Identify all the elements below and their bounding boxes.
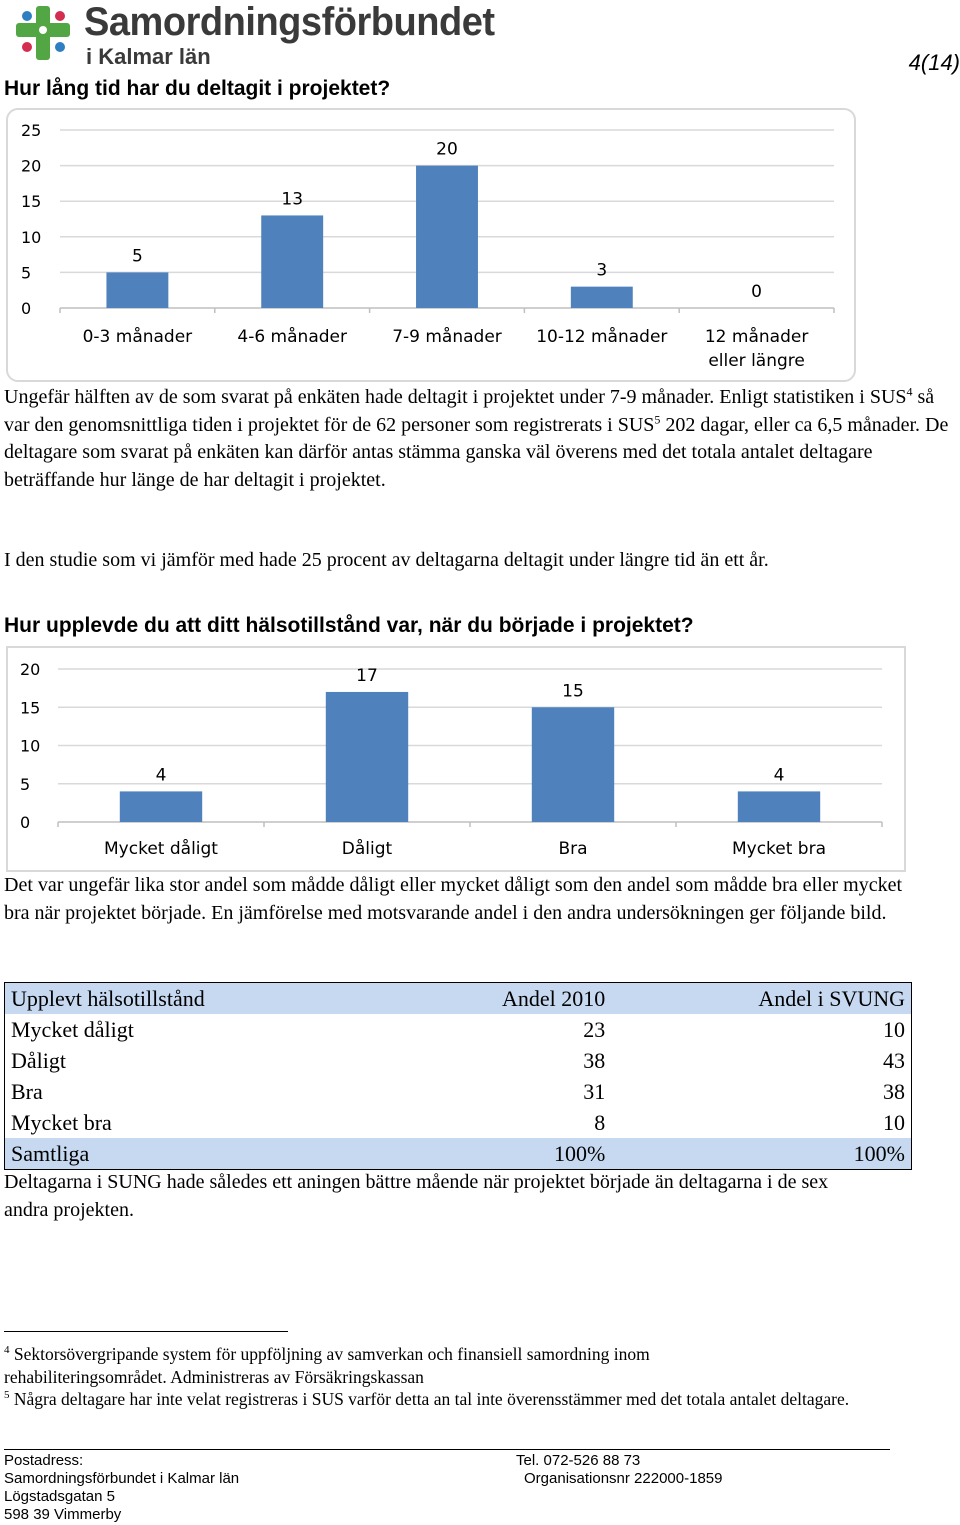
footer-city: 598 39 Vimmerby [4,1506,122,1523]
footnote-text: Några deltagare har inte velat registreras i SUS varför detta an tal inte överensstämmer med det totala antalet deltagare. [9,1389,850,1409]
logo-subtitle: i Kalmar län [86,44,211,69]
footer-orgnr: Organisationsnr 222000-1859 [524,1470,723,1487]
bar [416,166,478,308]
footer-postadress-label: Postadress: [4,1452,84,1469]
table-cell: Bra [11,1079,43,1104]
table-cell: Samtliga [5,1138,394,1169]
table-cell: 38 [583,1048,606,1073]
x-tick-label: 4-6 månader [237,327,347,347]
x-tick-label: 12 månader [704,327,809,347]
section1-paragraph [4,384,954,494]
footer-divider [4,1449,890,1450]
bar [106,272,168,308]
data-label: 3 [596,260,608,281]
x-tick-label: eller längre [708,351,805,371]
bar [532,707,614,822]
footnote-5 [4,1388,904,1411]
x-tick-label: Mycket bra [731,839,827,859]
y-tick-label: 10 [20,736,41,756]
x-tick-label: 10-12 månader [536,327,668,347]
footnote-text: Sektorsövergripande system för uppföljning av samverkan och finansiell samordning inom rehabiliteringsområdet. Administreras av Försäkringskassan [4,1344,650,1387]
table-row [5,1076,911,1107]
table-cell: 100% [611,1138,911,1169]
section2-heading: Hur upplevde du att ditt hälsotillstånd var, när du började i projektet? [4,614,694,637]
table-total-row [5,1138,911,1169]
logo-title: Samordningsförbundet [84,0,495,44]
data-label: 4 [773,765,785,786]
footer-tel: Tel. 072-526 88 73 [516,1452,641,1469]
data-label: 13 [281,189,304,210]
section2-paragraph: Det var ungefär lika stor andel som mådde dåligt eller mycket dåligt som den andel som mådde bra eller mycket bra när projektet började. En jämförelse med motsvarande andel i den andra undersökningen ger följande bild. [4,874,903,924]
x-tick-label: Dåligt [341,839,393,859]
y-tick-label: 15 [21,192,42,212]
y-tick-label: 20 [20,660,41,679]
footnote-ref-5: 5 [654,411,661,426]
data-label: 15 [562,681,584,702]
table-row [5,1045,911,1076]
x-tick-label: 0-3 månader [82,327,193,347]
table-cell: 10 [883,1110,905,1135]
table-cell: Dåligt [11,1048,66,1073]
table-cell: 100% [394,1138,612,1169]
stats-table-wrap [4,982,912,1170]
para1-part1: Ungefär hälften av de som svarat på enkäten hade deltagit i projektet under 7-9 månader. Enligt statistiken i SUS [4,386,907,408]
logo-mark-icon [14,4,74,62]
footnote-4 [4,1343,764,1388]
logo [14,4,74,62]
x-tick-label: Mycket dåligt [104,839,218,859]
table-row [5,1107,911,1138]
bar [261,215,323,308]
x-tick-label: Bra [558,839,588,859]
table-header: Andel i SVUNG [611,983,911,1014]
footnote-number: 4 [4,1344,10,1357]
chart2-frame [6,646,906,872]
data-label: 5 [131,246,143,267]
table-cell: 8 [594,1110,606,1135]
bar [120,791,202,822]
y-tick-label: 0 [21,299,32,318]
para1-part3: 202 dagar, eller ca 6,5 månader. De deltagare som svarat på enkäten kan därför antas stämma ganska väl överens med det totala antalet deltagare beträffande hur länge de har deltagit i projektet. [4,413,949,491]
y-tick-label: 0 [20,813,31,832]
table-header-row [5,983,911,1014]
section1-paragraph-2: I den studie som vi jämför med hade 25 procent av deltagarna deltagit under längre tid än ett år. [4,549,769,571]
data-label: 17 [356,665,378,686]
table-cell: 38 [883,1079,905,1104]
footnote-ref-4: 4 [906,384,913,399]
table-header: Upplevt hälsotillstånd [5,983,394,1014]
page-number: 4(14) [908,50,960,75]
y-tick-label: 10 [21,227,42,247]
stats-table [5,983,911,1169]
data-label: 0 [751,282,763,302]
y-tick-label: 25 [21,121,42,140]
bar [738,791,820,822]
footnote-divider [4,1331,288,1332]
footer-street: Lögstadsgatan 5 [4,1488,115,1505]
section1-heading: Hur lång tid har du deltagit i projektet? [4,77,391,100]
table-cell: 31 [583,1079,606,1104]
table-cell: 23 [583,1017,606,1042]
data-label: 4 [155,765,167,786]
table-cell: 43 [883,1048,905,1073]
table-header: Andel 2010 [394,983,612,1014]
conclusion-paragraph: Deltagarna i SUNG hade således ett aningen bättre mående när projektet började än deltagarna i de sex andra projekten. [4,1171,829,1221]
y-tick-label: 5 [20,774,31,794]
chart1-frame [6,108,856,382]
table-row [5,1014,911,1045]
data-label: 20 [436,139,458,160]
table-cell: 10 [883,1017,905,1042]
table-cell: Mycket bra [11,1110,112,1135]
para1-part2: så var den genomsnittliga tiden i projektet för de 62 personer som registrerats i SUS [4,386,935,436]
footer-org: Samordningsförbundet i Kalmar län [4,1470,240,1487]
y-tick-label: 5 [21,263,32,283]
chart2 [8,648,904,870]
chart1 [8,110,854,380]
footnote-number: 5 [4,1389,10,1402]
y-tick-label: 20 [21,156,42,176]
x-tick-label: 7-9 månader [392,327,502,347]
table-cell: Mycket dåligt [11,1017,134,1042]
y-tick-label: 15 [20,698,41,718]
bar [326,692,408,822]
bar [571,287,633,308]
